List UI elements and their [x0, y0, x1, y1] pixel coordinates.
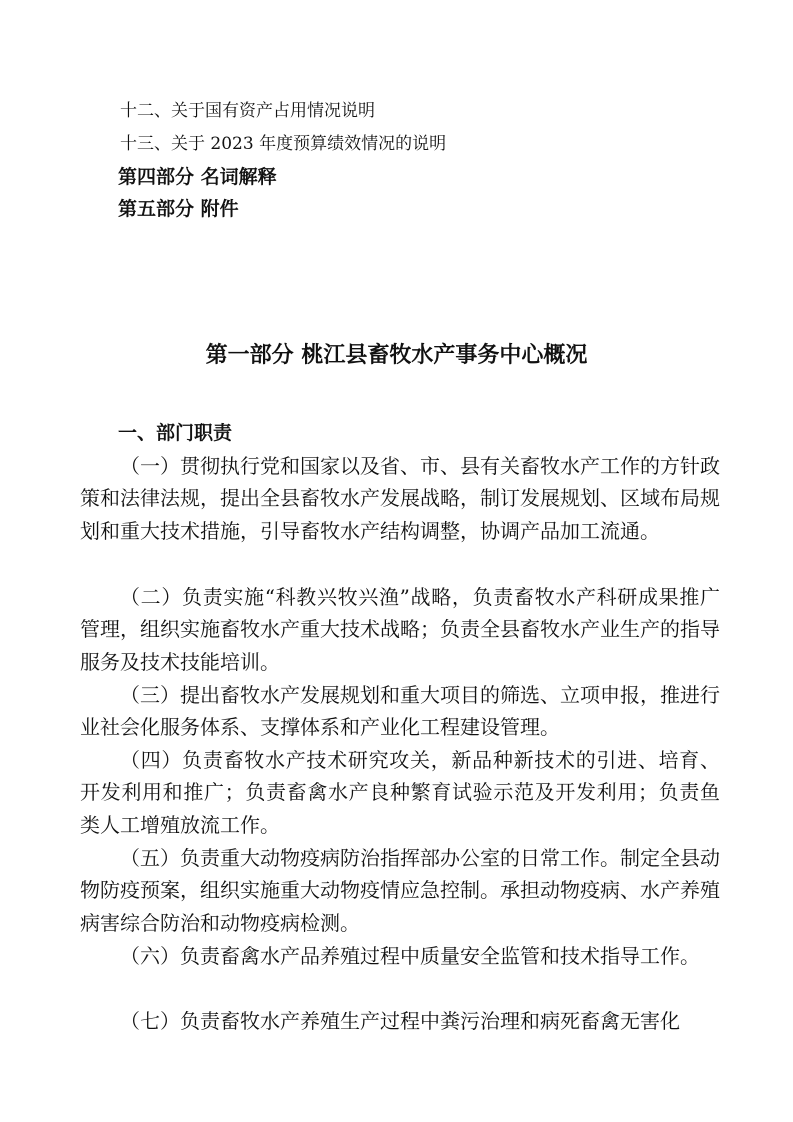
toc-section-part4: 第四部分 名词解释 [118, 166, 277, 188]
duty-paragraph-7: （七）负责畜牧水产养殖生产过程中粪污治理和病死畜禽无害化 [120, 1009, 680, 1033]
part-title: 第一部分 桃江县畜牧水产事务中心概况 [205, 343, 588, 368]
duty-paragraph-2: （二）负责实施“科教兴牧兴渔”战略，负责畜牧水产科研成果推广管理，组织实施畜牧水产重大技术战略；负责全县畜牧水产业生产的指导服务及技术技能培训。 [80, 585, 720, 674]
toc-item-12: 十二、关于国有资产占用情况说明 [120, 101, 375, 121]
duty-paragraph-5: （五）负责重大动物疫病防治指挥部办公室的日常工作。制定全县动物防疫预案，组织实施重大动物疫情应急控制。承担动物疫病、水产养殖病害综合防治和动物疫病检测。 [80, 846, 720, 935]
duty-paragraph-6: （六）负责畜禽水产品养殖过程中质量安全监管和技术指导工作。 [120, 944, 700, 968]
toc-section-part5: 第五部分 附件 [118, 198, 239, 220]
duty-paragraph-4: （四）负责畜牧水产技术研究攻关，新品种新技术的引进、培育、 开发利用和推广；负责畜禽水产良种繁育试验示范及开发利用；负责鱼 类人工增殖放流工作。 [80, 748, 720, 837]
duty-paragraph-3: （三）提出畜牧水产发展规划和重大项目的筛选、立项申报，推进行业社会化服务体系、支撑体系和产业化工程建设管理。 [80, 683, 720, 740]
duty-paragraph-1: （一）贯彻执行党和国家以及省、市、县有关畜牧水产工作的方针政策和法律法规，提出全县畜牧水产发展战略，制订发展规划、区域布局规划和重大技术措施，引导畜牧水产结构调整，协调产品加工流通。 [80, 454, 720, 543]
toc-item-13: 十三、关于 2023 年度预算绩效情况的说明 [120, 134, 447, 154]
section-heading: 一、部门职责 [118, 422, 233, 444]
